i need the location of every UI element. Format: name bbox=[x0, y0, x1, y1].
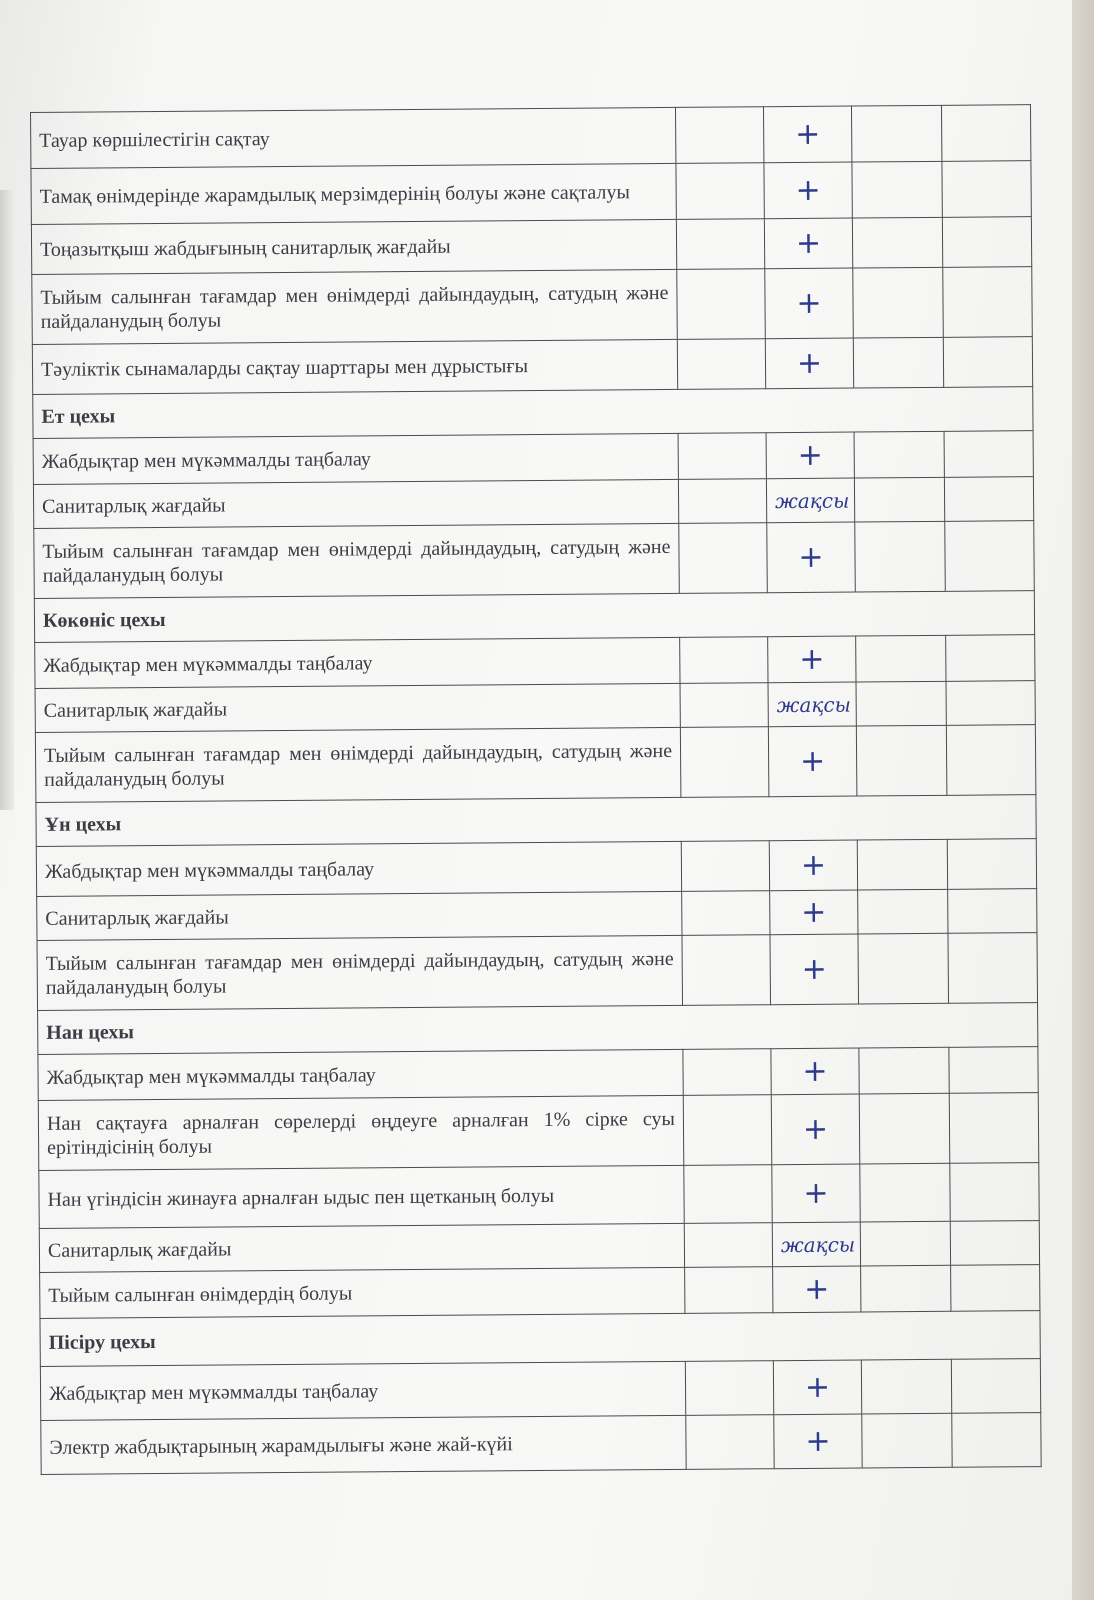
checklist-row bbox=[35, 725, 1036, 803]
requirement-text: Санитарлық жағдайы bbox=[39, 1223, 684, 1272]
checklist-row bbox=[34, 521, 1035, 599]
handwritten-mark: + bbox=[768, 726, 857, 797]
empty-cell bbox=[947, 839, 1036, 890]
empty-cell bbox=[859, 1047, 949, 1094]
checklist-row bbox=[33, 431, 1033, 485]
empty-cell bbox=[858, 889, 948, 934]
empty-cell bbox=[680, 683, 768, 728]
empty-cell bbox=[857, 839, 947, 890]
empty-cell bbox=[678, 479, 766, 524]
checklist-row bbox=[33, 477, 1033, 529]
empty-cell bbox=[951, 1265, 1040, 1312]
empty-cell bbox=[946, 681, 1035, 726]
empty-cell bbox=[854, 477, 944, 522]
empty-cell bbox=[676, 219, 764, 270]
empty-cell bbox=[681, 841, 769, 892]
handwritten-mark: + bbox=[771, 1048, 859, 1095]
empty-cell bbox=[948, 933, 1038, 1004]
checklist-row bbox=[39, 1221, 1039, 1273]
requirement-text: Электр жабдықтарының жарамдылығы және жай-күйі bbox=[41, 1415, 686, 1474]
empty-cell bbox=[859, 1093, 950, 1164]
handwritten-mark: + bbox=[763, 106, 851, 163]
section-title: Көкөніс цехы bbox=[34, 591, 1034, 643]
empty-cell bbox=[855, 521, 946, 592]
checklist-row bbox=[41, 1413, 1041, 1475]
empty-cell bbox=[685, 1267, 773, 1314]
requirement-text: Тоңазытқыш жабдығының санитарлық жағдайы bbox=[31, 219, 676, 274]
empty-cell bbox=[943, 337, 1032, 388]
requirement-text: Тәуліктік сынамаларды сақтау шарттары мен дұрыстығы bbox=[32, 339, 677, 394]
handwritten-mark: + bbox=[768, 636, 856, 683]
empty-cell bbox=[943, 267, 1033, 338]
empty-cell bbox=[941, 105, 1030, 162]
requirement-text: Жабдықтар мен мүкәммалды таңбалау bbox=[36, 841, 681, 896]
requirement-text: Тыйым салынған өнімдердің болуы bbox=[40, 1267, 685, 1318]
empty-cell bbox=[945, 521, 1035, 592]
empty-cell bbox=[680, 637, 768, 684]
empty-cell bbox=[677, 339, 765, 390]
empty-cell bbox=[861, 1359, 951, 1414]
empty-cell bbox=[680, 727, 769, 798]
empty-cell bbox=[856, 681, 946, 726]
empty-cell bbox=[946, 725, 1036, 796]
empty-cell bbox=[860, 1221, 950, 1266]
empty-cell bbox=[684, 1223, 772, 1268]
section-header-row bbox=[40, 1311, 1040, 1367]
empty-cell bbox=[854, 431, 944, 478]
handwritten-mark: + bbox=[764, 162, 852, 219]
empty-cell bbox=[862, 1413, 952, 1468]
empty-cell bbox=[678, 433, 766, 480]
inspection-checklist-table bbox=[30, 104, 1042, 1475]
empty-cell bbox=[856, 635, 946, 682]
section-header-row bbox=[33, 387, 1033, 439]
checklist-row bbox=[32, 337, 1032, 395]
handwritten-mark: + bbox=[770, 934, 859, 1005]
empty-cell bbox=[946, 635, 1035, 682]
checklist-row bbox=[31, 105, 1031, 169]
empty-cell bbox=[942, 217, 1031, 268]
requirement-text: Санитарлық жағдайы bbox=[35, 683, 680, 732]
page-right-edge bbox=[1072, 0, 1094, 1600]
empty-cell bbox=[852, 217, 942, 268]
empty-cell bbox=[860, 1163, 950, 1222]
handwritten-mark: + bbox=[769, 840, 857, 891]
handwritten-mark: жақсы bbox=[766, 478, 854, 523]
handwritten-mark: + bbox=[766, 432, 854, 479]
checklist-row bbox=[37, 889, 1037, 941]
handwritten-mark: + bbox=[774, 1414, 862, 1469]
checklist-row bbox=[40, 1359, 1040, 1421]
handwritten-mark: + bbox=[767, 522, 856, 593]
handwritten-mark: + bbox=[765, 338, 853, 389]
empty-cell bbox=[950, 1221, 1039, 1266]
checklist-row bbox=[32, 267, 1033, 345]
empty-cell bbox=[686, 1415, 774, 1470]
checklist-row bbox=[40, 1265, 1040, 1319]
requirement-text: Жабдықтар мен мүкәммалды таңбалау bbox=[35, 637, 680, 688]
empty-cell bbox=[853, 267, 944, 338]
handwritten-mark: + bbox=[772, 1164, 860, 1223]
requirement-text: Санитарлық жағдайы bbox=[37, 891, 682, 940]
requirement-text: Жабдықтар мен мүкәммалды таңбалау bbox=[40, 1361, 685, 1420]
requirement-text: Нан үгіндісін жинауға арналған ыдыс пен щетканың болуы bbox=[39, 1165, 684, 1228]
empty-cell bbox=[952, 1413, 1041, 1468]
empty-cell bbox=[683, 1049, 771, 1096]
empty-cell bbox=[675, 107, 763, 164]
empty-cell bbox=[950, 1163, 1039, 1222]
requirement-text: Тыйым салынған тағамдар мен өнімдерді дайындаудың, сатудың және пайдаланудың болуы bbox=[34, 523, 680, 598]
requirement-text: Нан сақтауға арналған сөрелерді өңдеуге арналған 1% сірке суы ерітіндісінің болуы bbox=[38, 1095, 684, 1170]
requirement-text: Тыйым салынған тағамдар мен өнімдерді дайындаудың, сатудың және пайдаланудың болуы bbox=[32, 269, 678, 344]
checklist-row bbox=[35, 681, 1035, 733]
handwritten-mark: жақсы bbox=[768, 682, 856, 727]
checklist-row bbox=[31, 217, 1031, 275]
handwritten-mark: + bbox=[773, 1360, 861, 1415]
checklist-row bbox=[36, 839, 1036, 897]
handwritten-mark: + bbox=[771, 1094, 860, 1165]
empty-cell bbox=[944, 477, 1033, 522]
empty-cell bbox=[676, 163, 764, 220]
empty-cell bbox=[683, 1095, 772, 1166]
checklist-row bbox=[35, 635, 1035, 689]
section-header-row bbox=[34, 591, 1034, 643]
section-title: Нан цехы bbox=[38, 1003, 1038, 1055]
checklist-row bbox=[38, 1047, 1038, 1101]
section-title: Ұн цехы bbox=[36, 795, 1036, 847]
empty-cell bbox=[679, 523, 768, 594]
empty-cell bbox=[861, 1265, 951, 1312]
handwritten-mark: + bbox=[770, 890, 858, 935]
requirement-text: Тамақ өнімдерінде жарамдылық мерзімдерінің болуы және сақталуы bbox=[31, 163, 676, 224]
empty-cell bbox=[949, 1047, 1038, 1094]
handwritten-mark: + bbox=[773, 1266, 861, 1313]
section-title: Ет цехы bbox=[33, 387, 1033, 439]
empty-cell bbox=[684, 1165, 772, 1224]
checklist-sheet bbox=[30, 104, 1041, 1475]
checklist-rows bbox=[31, 105, 1042, 1475]
empty-cell bbox=[944, 431, 1033, 478]
empty-cell bbox=[856, 725, 947, 796]
requirement-text: Тыйым салынған тағамдар мен өнімдерді дайындаудың, сатудың және пайдаланудың болуы bbox=[37, 935, 683, 1010]
checklist-row bbox=[31, 161, 1031, 225]
section-header-row bbox=[36, 795, 1036, 847]
section-header-row bbox=[38, 1003, 1038, 1055]
checklist-row bbox=[38, 1093, 1039, 1171]
empty-cell bbox=[951, 1359, 1040, 1414]
handwritten-mark: + bbox=[764, 218, 852, 269]
requirement-text: Тыйым салынған тағамдар мен өнімдерді дайындаудың, сатудың және пайдаланудың болуы bbox=[35, 727, 681, 802]
section-title: Пісіру цехы bbox=[40, 1311, 1040, 1367]
page-left-edge bbox=[0, 190, 14, 810]
empty-cell bbox=[858, 933, 949, 1004]
requirement-text: Тауар көршілестігін сақтау bbox=[31, 107, 676, 168]
empty-cell bbox=[948, 889, 1037, 934]
empty-cell bbox=[682, 935, 771, 1006]
handwritten-mark: жақсы bbox=[772, 1222, 860, 1267]
empty-cell bbox=[685, 1361, 773, 1416]
handwritten-mark: + bbox=[765, 268, 854, 339]
empty-cell bbox=[851, 105, 941, 162]
checklist-row bbox=[37, 933, 1038, 1011]
empty-cell bbox=[853, 337, 943, 388]
empty-cell bbox=[942, 161, 1031, 218]
empty-cell bbox=[677, 269, 766, 340]
requirement-text: Жабдықтар мен мүкәммалды таңбалау bbox=[38, 1049, 683, 1100]
empty-cell bbox=[949, 1093, 1039, 1164]
requirement-text: Санитарлық жағдайы bbox=[33, 479, 678, 528]
empty-cell bbox=[852, 161, 942, 218]
checklist-row bbox=[39, 1163, 1039, 1229]
requirement-text: Жабдықтар мен мүкәммалды таңбалау bbox=[33, 433, 678, 484]
empty-cell bbox=[682, 891, 770, 936]
